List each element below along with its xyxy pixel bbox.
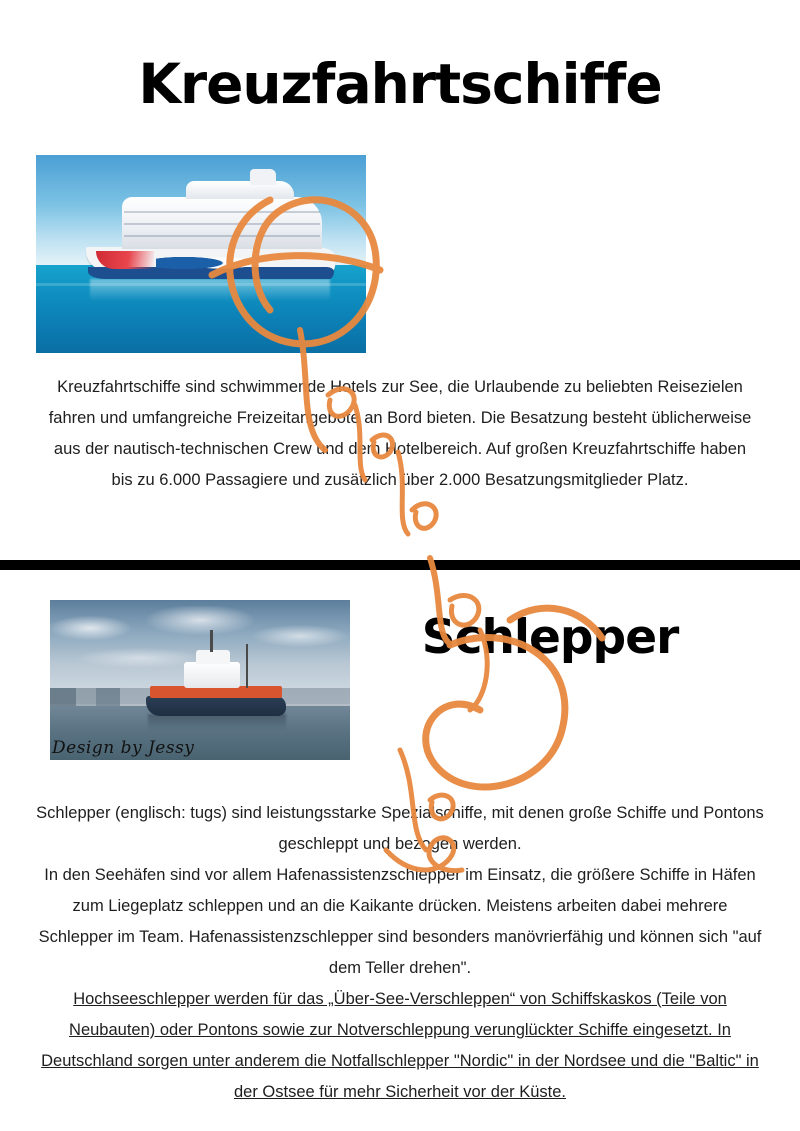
cruise-deck-line-2 [124, 223, 320, 225]
cruise-top-deck [186, 181, 294, 199]
tug-hull [146, 696, 286, 716]
cruise-deck-line-1 [124, 211, 320, 213]
section-divider [0, 560, 800, 570]
cruise-description-paragraph: Kreuzfahrtschiffe sind schwimmende Hotels zur See, die Urlaubende zu beliebten Reisezielen fahren und umfangreiche Freizeitangebote an Bord bieten. Die Besatzung besteht üblicherweise aus der nautisch-technischen Crew und dem Hotelbereich. Auf großen Kreuzfahrtschiffe haben bis zu 6.000 Passagiere und zusätzlich über 2.000 Besatzungsmitglieder Platz. [48, 378, 752, 489]
tug-paragraph-1: Schlepper (englisch: tugs) sind leistungsstarke Spezialschiffe, mit denen große Schiffe und Pontons geschleppt und bezogen werden. [36, 804, 764, 853]
section-cruise-ships [0, 0, 800, 565]
page-title-tugboats: Schlepper [421, 610, 679, 665]
cruise-hull-artwork [156, 253, 248, 273]
page-title-cruise: Kreuzfahrtschiffe [138, 52, 662, 116]
cruise-reflection [90, 279, 330, 301]
cruise-ship-photo [36, 155, 366, 353]
tug-mast-front [210, 630, 213, 652]
tug-paragraph-2: In den Seehäfen sind vor allem Hafenassistenzschlepper im Einsatz, die größere Schiffe in Häfen zum Liegeplatz schleppen und an die Kaikante drücken. Meistens arbeiten dabei mehrere Schlepper im Team. Hafenassistenzschlepper sind besonders manövrierfähig und können sich "auf dem Teller drehen". [38, 866, 762, 977]
tug-paragraph-3: Hochseeschlepper werden für das „Über-See-Verschleppen“ von Schiffskaskos (Teile von Neubauten) oder Pontons sowie zur Notverschleppung verunglückter Schiffe eingesetzt. In Deutschland sorgen unter anderem die Notfallschlepper "Nordic" in der Nordsee und die "Baltic" in der Ostsee für mehr Sicherheit vor der Küste. [41, 990, 759, 1101]
cruise-funnel [250, 169, 276, 185]
design-credit-caption: Design by Jessy [52, 738, 195, 758]
tug-reflection [148, 714, 286, 730]
tug-mast-rear [246, 644, 248, 688]
tug-deckhouse [184, 662, 240, 688]
section-tugboats [0, 570, 800, 1131]
cruise-deck-line-3 [124, 235, 320, 237]
tug-bridge [196, 650, 230, 664]
tug-description-block [34, 798, 766, 1108]
tugboat-photo [50, 600, 350, 760]
cruise-bow-artwork [96, 251, 154, 269]
